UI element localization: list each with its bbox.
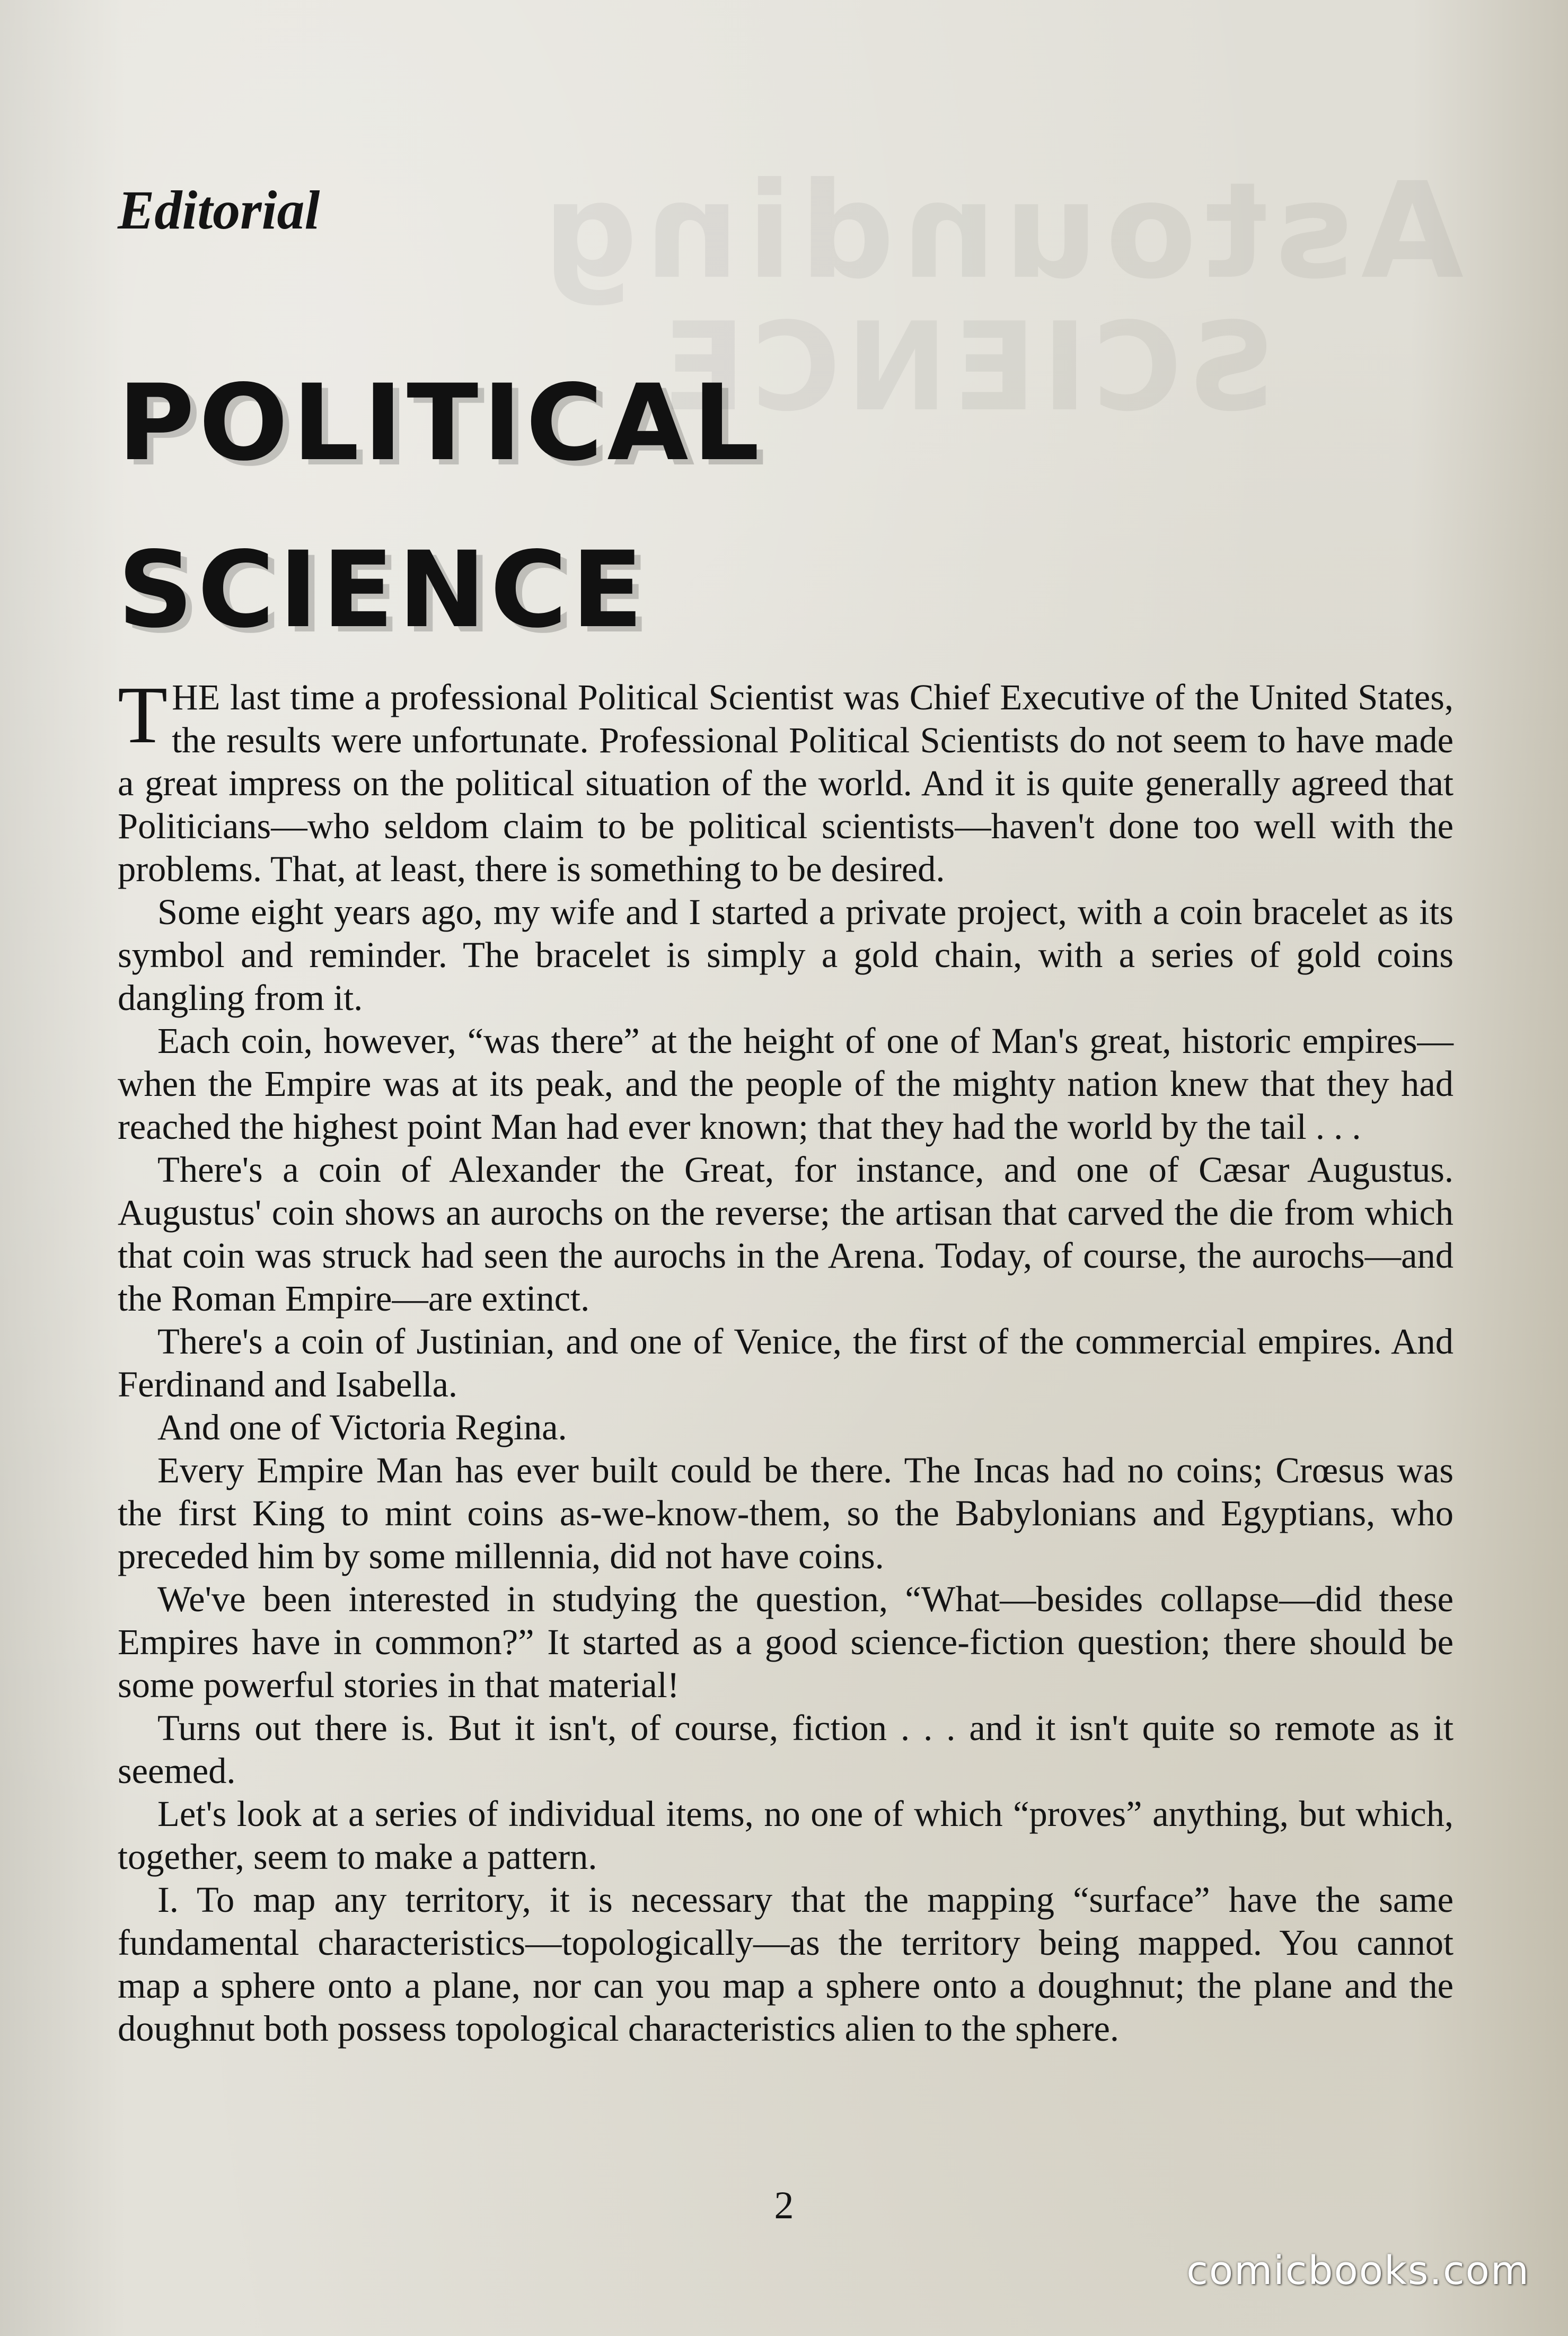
paragraph: THE last time a professional Political Scientist was Chief Executive of the United States, the results were unfortunate. Professional Political Scientists do not seem to have made a great impress on the political situation of the world. And it is quite generally agreed that Politicians—who seldom claim to be political scientists—haven't done too well with the problems. That, at least, there is something to be desired.	[118, 670, 1454, 889]
title-line-1: POLITICAL	[118, 362, 764, 484]
show-through-cover-subtitle: SCIENCE	[657, 297, 1275, 438]
section-label: Editorial	[118, 180, 320, 241]
paragraph: There's a coin of Alexander the Great, for instance, and one of Cæsar Augustus. Augustus' coin shows an aurochs on the reverse; the artisan that carved the die from which that coin was struck had seen the aurochs in the Arena. Today, of course, the aurochs—and the Roman Empire—are extinct.	[118, 1149, 1454, 1319]
paragraph: Each coin, however, “was there” at the height of one of Man's great, historic empires—when the Empire was at its peak, and the people of the mighty nation knew that they had reached the highest point Man had ever known; that they had the world by the tail . . .	[118, 1021, 1454, 1147]
title-line-2: SCIENCE	[118, 529, 648, 651]
paragraph: Every Empire Man has ever built could be there. The Incas had no coins; Crœsus was the first King to mint coins as-we-know-them, so the Babylonians and Egyptians, who preceded him by some millennia, did not have coins.	[118, 1450, 1454, 1576]
paragraph: There's a coin of Justinian, and one of Venice, the first of the commercial empires. And Ferdinand and Isabella.	[118, 1321, 1454, 1404]
paragraph: Let's look at a series of individual items, no one of which “proves” anything, but which, together, seem to make a pattern.	[118, 1794, 1454, 1877]
article-body	[118, 670, 1454, 2050]
paragraph: Some eight years ago, my wife and I started a private project, with a coin bracelet as its symbol and reminder. The bracelet is simply a gold chain, with a series of gold coins dangling from it.	[118, 892, 1454, 1018]
paragraph: And one of Victoria Regina.	[157, 1407, 567, 1447]
show-through-cover-title: Astounding	[535, 154, 1464, 308]
paragraph: Turns out there is. But it isn't, of course, fiction . . . and it isn't quite so remote as it seemed.	[118, 1708, 1454, 1791]
paragraph: I. To map any territory, it is necessary that the mapping “surface” have the same fundamental characteristics—topologically—as the territory being mapped. You cannot map a sphere onto a plane, nor can you map a sphere onto a doughnut; the plane and the doughnut both possess topological characteristics alien to the sphere.	[118, 1880, 1454, 2049]
page-number: 2	[774, 2184, 794, 2227]
paragraph: We've been interested in studying the question, “What—besides collapse—did these Empires have in common?” It started as a good science-fiction question; there should be some powerful stories in that material!	[118, 1579, 1454, 1705]
page-title	[118, 339, 764, 673]
source-watermark: comicbooks.com	[1186, 2248, 1530, 2294]
